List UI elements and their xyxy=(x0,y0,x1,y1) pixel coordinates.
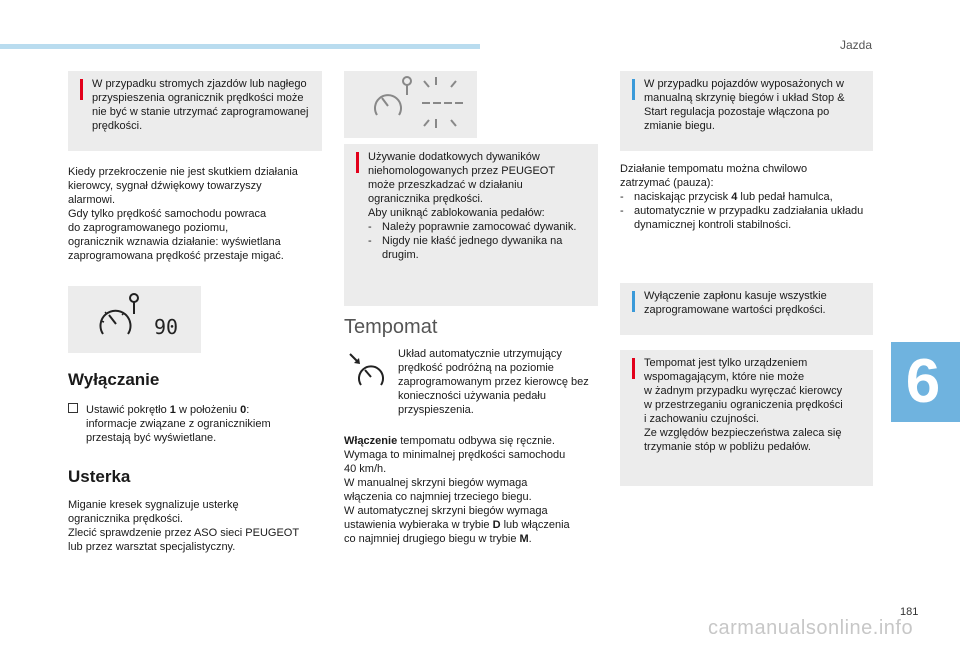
off-instruction: Ustawić pokrętło 1 w położeniu 0: informacje związane z ogranicznikiem przestają być wyświetlane. xyxy=(68,403,330,445)
info-icon xyxy=(632,291,635,312)
warning-icon xyxy=(80,79,83,100)
warning-box-1 xyxy=(68,71,322,151)
info-box-2 xyxy=(620,283,873,335)
limiter-paragraph: Kiedy przekroczenie nie jest skutkiem działania kierowcy, sygnał dźwiękowy towarzyszy alarmowi. Gdy tylko prędkość samochodu powraca do zaprogramowanego poziomu, ogranicznik wznawia działanie: wyświetlana zaprogramowana prędkość przestaje migać. xyxy=(68,166,298,262)
heading-fault: Usterka xyxy=(68,467,131,486)
warning-text: Tempomat jest tylko urządzeniem wspomagającym, które nie może w żadnym przypadku wyręczać kierowcy w przestrzeganiu ograniczenia prędkości i zachowaniu czujności. Ze względów bezpieczeństwa zaleca się trzymanie stóp w pobliżu pedałów. xyxy=(644,357,843,453)
heading-cruise: Tempomat xyxy=(344,316,438,338)
fault-display-image xyxy=(344,71,477,138)
speed-display-value: 90 xyxy=(154,315,179,339)
warning-text: W przypadku stromych zjazdów lub nagłego przyspieszenia ogranicznik prędkości może nie być w stanie utrzymać zaprogramowanej prędkości. xyxy=(92,78,309,132)
watermark: carmanualsonline.info xyxy=(708,617,914,639)
info-text: Wyłączenie zapłonu kasuje wszystkie zaprogramowane wartości prędkości. xyxy=(644,290,827,316)
warning-icon xyxy=(632,358,635,379)
info-box-1 xyxy=(620,71,873,151)
fault-paragraph: Miganie kresek sygnalizuje usterkę ogranicznika prędkości. Zlecić sprawdzenie przez ASO sieci PEUGEOT lub przez warsztat specjalistyczny. xyxy=(68,499,300,553)
cruise-control-icon xyxy=(347,351,387,391)
info-icon xyxy=(632,79,635,100)
warning-text: Używanie dodatkowych dywaników niehomologowanych przez PEUGEOT może przeszkadzać w działaniu ogranicznika prędkości. Aby uniknąć zablokowania pedałów: - Należy poprawnie zamocować dywanik. - Nigdy nie kłaść jednego dywanika na drugim. xyxy=(368,150,590,262)
cruise-intro: Układ automatycznie utrzymujący prędkość podróżną na poziomie zaprogramowanym przez kierowcę bez konieczności używania pedału przyspieszenia. xyxy=(398,348,589,416)
header-bar xyxy=(0,44,480,49)
speedometer-icon xyxy=(68,286,201,353)
heading-off: Wyłączanie xyxy=(68,370,160,389)
warning-box-3 xyxy=(620,350,873,486)
warning-box-2 xyxy=(344,144,598,306)
cruise-activation: Włączenie tempomatu odbywa się ręcznie. Wymaga to minimalnej prędkości samochodu 40 km/h. W manualnej skrzyni biegów wymaga włączenia co najmniej trzeciego biegu. W automatycznej skrzyni biegów wymaga ustawienia wybieraka w trybie D lub włączenia co najmniej drugiego biegu w trybie M. xyxy=(344,435,570,545)
section-label: Jazda xyxy=(839,38,872,52)
checkbox-icon xyxy=(68,403,78,413)
page-number: 181 xyxy=(900,606,919,618)
chapter-number: 6 xyxy=(905,347,941,416)
pause-paragraph: Działanie tempomatu można chwilowo zatrzymać (pauza): - naciskając przycisk 4 lub pedał hamulca, - automatycznie w przypadku zadziałania układu dynamicznej kontroli stabilności. xyxy=(620,162,880,232)
info-text: W przypadku pojazdów wyposażonych w manualną skrzynię biegów i układ Stop & Start regulacja pozostaje włączona po zmianie biegu. xyxy=(644,78,845,132)
speedometer-fault-icon xyxy=(344,71,477,138)
warning-icon xyxy=(356,152,359,173)
speed-display-image xyxy=(68,286,201,353)
